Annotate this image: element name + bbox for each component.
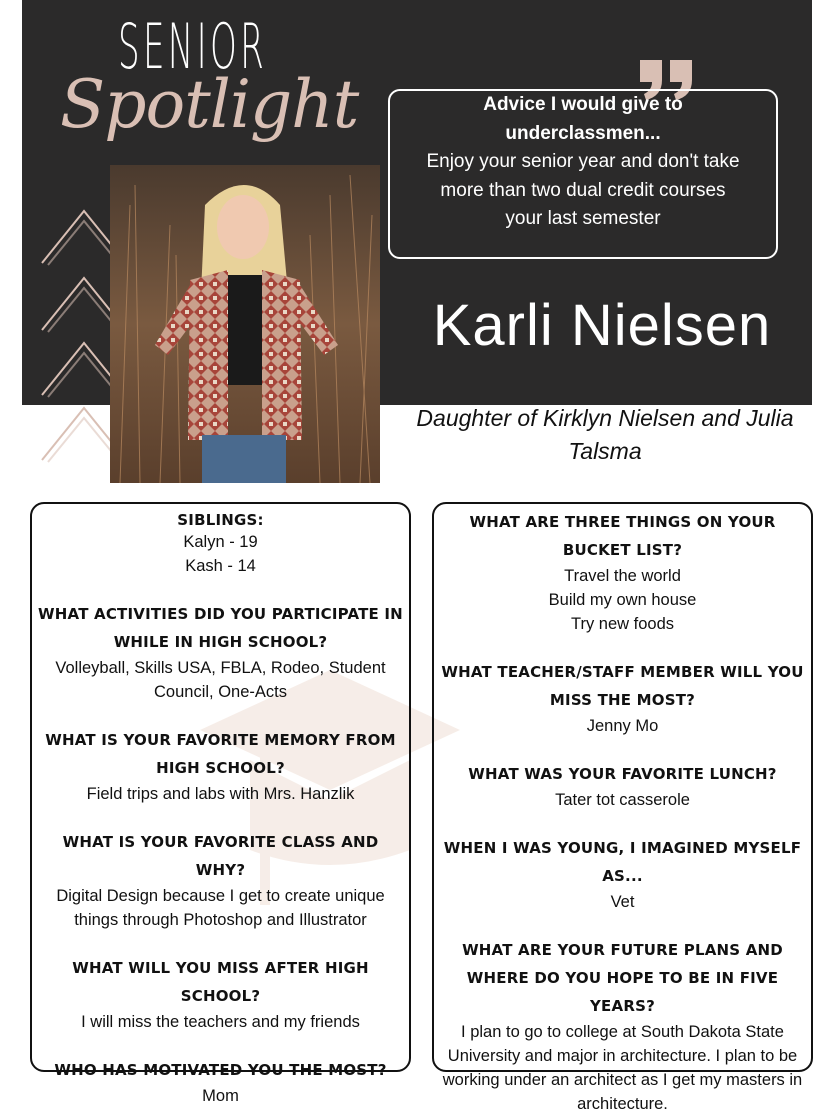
qa-motivated: [32, 1056, 409, 1108]
advice-heading: Advice I would give to underclassmen...: [483, 94, 683, 144]
answer: I plan to go to college at South Dakota State University and major in architecture. I plan to be working under an architect as I get my masters in architecture.: [442, 1023, 803, 1113]
left-question-card: [30, 502, 411, 1105]
qa-teacher: [434, 658, 811, 738]
title-senior: SENIOR: [118, 10, 268, 83]
question: WHAT TEACHER/STAFF MEMBER WILL YOU MISS THE MOST?: [441, 663, 804, 709]
question: WHEN I WAS YOUNG, I IMAGINED MYSELF AS...: [443, 839, 802, 885]
qa-favorite-memory: [32, 726, 409, 806]
answer: Try new foods: [570, 615, 674, 633]
question: WHAT IS YOUR FAVORITE CLASS AND WHY?: [62, 833, 379, 879]
senior-name: Karli Nielsen: [432, 293, 772, 358]
question: WHAT WILL YOU MISS AFTER HIGH SCHOOL?: [72, 959, 369, 1005]
advice-body: Enjoy your senior year and don't take more than two dual credit courses your last semester: [426, 151, 740, 229]
answer: Mom: [202, 1087, 239, 1105]
question: WHAT IS YOUR FAVORITE MEMORY FROM HIGH SCHOOL?: [45, 731, 396, 777]
answer: Build my own house: [548, 591, 697, 609]
right-question-card: [432, 502, 813, 1113]
answer: Field trips and labs with Mrs. Hanzlik: [86, 785, 355, 803]
question: SIBLINGS:: [177, 511, 264, 529]
question: WHAT WAS YOUR FAVORITE LUNCH?: [468, 765, 777, 783]
answer: Travel the world: [564, 567, 681, 585]
qa-imagined: [434, 834, 811, 914]
question: WHAT ACTIVITIES DID YOU PARTICIPATE IN WHILE IN HIGH SCHOOL?: [38, 605, 403, 651]
parents-line: Daughter of Kirklyn Nielsen and Julia Talsma: [416, 405, 794, 464]
qa-future-plans: [434, 936, 811, 1116]
qa-activities: [32, 600, 409, 704]
qa-siblings: [32, 504, 409, 578]
answer: Kalyn - 19: [183, 533, 258, 551]
question: WHO HAS MOTIVATED YOU THE MOST?: [54, 1061, 387, 1079]
answer: Kash - 14: [185, 557, 256, 575]
answer: Tater tot casserole: [555, 791, 690, 809]
qa-miss-after: [32, 954, 409, 1034]
advice-quote-box: [388, 89, 778, 259]
qa-favorite-lunch: [434, 760, 811, 812]
question: WHAT ARE YOUR FUTURE PLANS AND WHERE DO YOU HOPE TO BE IN FIVE YEARS?: [462, 941, 783, 1015]
answer: Volleyball, Skills USA, FBLA, Rodeo, Student Council, One-Acts: [55, 659, 386, 701]
answer: I will miss the teachers and my friends: [81, 1013, 360, 1031]
title-spotlight: Spotlight: [60, 66, 359, 143]
answer: Jenny Mo: [586, 717, 659, 735]
answer: Vet: [610, 893, 635, 911]
answer: Digital Design because I get to create unique things through Photoshop and Illustrator: [56, 887, 385, 929]
qa-favorite-class: [32, 828, 409, 932]
question: WHAT ARE THREE THINGS ON YOUR BUCKET LIST?: [469, 513, 776, 559]
senior-photo: [110, 165, 380, 483]
qa-bucket-list: [434, 504, 811, 636]
